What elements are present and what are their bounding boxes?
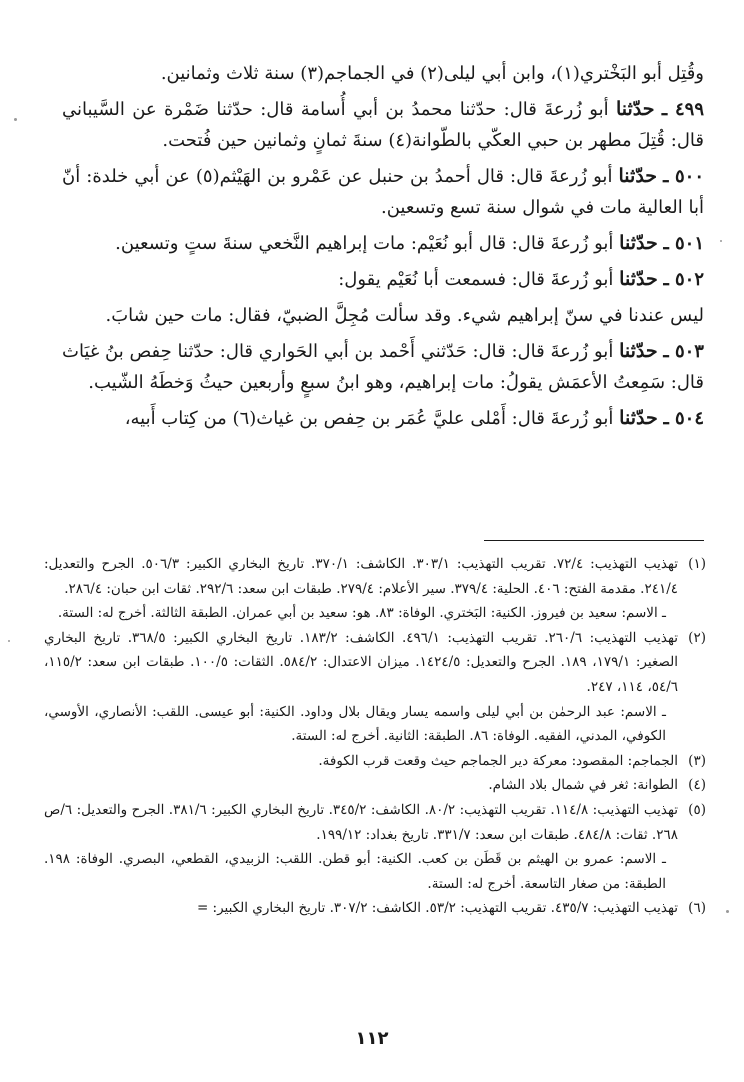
footnote-biography: ـ الاسم: عمرو بن الهيثم بن قَطَن بن كعب. الكنية: أبو قطن. اللقب: الزبيدي، القطعي، البصري. الوفاة: ١٩٨. الطبقة: من صغار التاسعة. أخرج له: الستة.	[44, 851, 666, 892]
footnote	[44, 773, 706, 798]
footnote-biography: ـ الاسم: سعيد بن فيروز. الكنية: البَختري. الوفاة: ٨٣. هو: سعيد بن أبي عمران. الطبقة الثالثة. أخرج له: الستة.	[57, 605, 666, 622]
hadith-lead-word: حدّثنا	[619, 232, 658, 254]
footnote-line: تهذيب التهذيب: ٧٢/٤. تقريب التهذيب: ٣٠٣/١. الكاشف: ٣٧٠/١. تاريخ البخاري الكبير: ٥٠٦/٣. الجرح والتعديل: ٢٤١/٤. مقدمة الفتح: ٤٠٦. الحلية: ٣٧٩/٤. سير الأعلام: ٢٧٩/٤. طبقات ابن سعد: ٢٩٢/٦. ثقات ابن حبان: ٢٨٦/٤.	[44, 556, 678, 597]
hadith-lead-word: حدّثنا	[615, 98, 655, 120]
scan-speck	[8, 640, 10, 642]
body-paragraph	[62, 264, 704, 295]
hadith-number: ٤٩٩ ـ	[661, 99, 704, 120]
footnote-number: (٣)	[688, 752, 706, 769]
hadith-lead-word: حدّثنا	[619, 407, 658, 429]
paragraph-text: أبو زُرعةَ قال: قال أبو نُعَيْم: مات إبراهيم النَّخعي سنةَ ستٍ وتسعين.	[115, 233, 614, 254]
footnote-line: الجماجم: المقصود: معركة دير الجماجم حيث وقعت قرب الكوفة.	[318, 752, 678, 769]
hadith-number: ٥٠٤ ـ	[663, 408, 704, 429]
footnote	[44, 552, 706, 601]
body-paragraph	[62, 94, 704, 156]
hadith-number: ٥٠٢ ـ	[663, 269, 704, 290]
footnote-text	[44, 798, 678, 847]
paragraph-text: أبو زُرعةَ قال: فسمعت أبا نُعَيْم يقول:	[338, 269, 614, 290]
footnote-line: الطوانة: ثغر في شمال بلاد الشام.	[488, 777, 678, 794]
main-text	[62, 58, 704, 439]
footnote-number: (١)	[688, 556, 706, 572]
hadith-number: ٥٠٣ ـ	[663, 341, 704, 362]
body-paragraph	[62, 403, 704, 434]
footnote	[44, 626, 706, 700]
footnote-number: (٢)	[688, 629, 706, 646]
footnote-text	[44, 749, 678, 774]
hadith-lead-word: حدّثنا	[619, 268, 658, 290]
footnote	[44, 896, 706, 921]
paragraph-text: أبو زُرعةَ قال: قال أحمدُ بن حنبل عن عَمْرو بن الهَيْثم(٥) عن أبي خلدة: أنّ أبا العالية مات في شوال سنة تسع وتسعين.	[62, 166, 704, 218]
scan-speck	[726, 910, 729, 913]
paragraph-text: وقُتِل أبو البَخْتري(١)، وابن أبي ليلى(٢) في الجماجم(٣) سنة ثلاث وثمانين.	[160, 63, 704, 84]
scan-speck	[14, 118, 17, 121]
paragraph-text: أبو زُرعةَ قال: حدّثنا محمدُ بن أبي أُسامة قال: حدّثنا ضَمْرة عن السَّيباني قال: قُتِلَ مطهر بن حبي العكّي بالطّوانة(٤) سنةَ ثمانٍ وثمانين حين فُتحت.	[62, 99, 704, 151]
scan-speck	[720, 240, 722, 242]
footnote-text	[44, 773, 678, 798]
body-paragraph	[62, 228, 704, 259]
footnote-text	[44, 552, 678, 601]
paragraph-text: ليس عندنا في سنّ إبراهيم شيء. وقد سألت مُجِلَّ الضبيّ، فقال: مات حين شابَ.	[105, 305, 704, 326]
footnote-text	[44, 896, 678, 921]
body-paragraph	[62, 58, 704, 89]
footnote-number: (٦)	[688, 900, 706, 917]
footnotes	[44, 552, 706, 921]
body-paragraph	[62, 336, 704, 398]
footnote-separator	[484, 540, 704, 541]
footnote-line: تهذيب التهذيب: ٢٦٠/٦. تقريب التهذيب: ٤٩٦/١. الكاشف: ١٨٣/٢. تاريخ البخاري الكبير: ٣٦٨/٥. تاريخ البخاري الصغير: ١٧٩/١، ١٨٩. الجرح والتعديل: ١٤٢٤/٥. ميزان الاعتدال: ٥٨٤/٢. الثقات: ١٠٠/٥. طبقات ابن سعد: ١١٥/٢، ٥٤/٦، ١١٤، ٢٤٧.	[44, 629, 678, 695]
paragraph-text: أبو زُرعةَ قال: قال: حَدّثني أَحْمد بن أبي الحَواري قال: حدّثنا حِفص بنُ غيَاث قال: سَمِعتُ الأعمَش يقولُ: مات إبراهيم، وهو ابنُ سبعٍ وأربعين حيثُ وَخطَهُ الشّيب.	[62, 341, 704, 393]
footnote	[44, 798, 706, 847]
hadith-number: ٥٠٠ ـ	[663, 166, 704, 187]
body-paragraph	[62, 300, 704, 331]
hadith-lead-word: حدّثنا	[619, 340, 658, 362]
footnote	[44, 749, 706, 774]
footnote-text	[44, 626, 678, 700]
paragraph-text: أبو زُرعةَ قال: أَمْلى عليَّ عُمَر بن حِفص بن غياث(٦) من كِتاب أَبيه،	[124, 408, 614, 429]
page-number: ١١٢	[355, 1028, 389, 1049]
footnote-number: (٤)	[688, 777, 706, 794]
hadith-lead-word: حدّثنا	[618, 165, 658, 187]
footnote-line: تهذيب التهذيب: ٤٣٥/٧. تقريب التهذيب: ٥٣/٢. الكاشف: ٣٠٧/٢. تاريخ البخاري الكبير: =	[196, 900, 678, 917]
hadith-number: ٥٠١ ـ	[663, 233, 704, 254]
footnote-line: تهذيب التهذيب: ١١٤/٨. تقريب التهذيب: ٨٠/٢. الكاشف: ٣٤٥/٢. تاريخ البخاري الكبير: ٣٨١/٦. الجرح والتعديل: ٦/ص ٢٦٨. ثقات: ٤٨٤/٨. طبقات ابن سعد: ٣٣١/٧. تاريخ بغداد: ١٩٩/١٢.	[44, 801, 678, 843]
body-paragraph	[62, 161, 704, 223]
footnote-number: (٥)	[688, 801, 706, 818]
footnote-biography: ـ الاسم: عبد الرحمٰن بن أبي ليلى واسمه يسار ويقال بلال وداود. الكنية: أبو عيسى. اللقب: الأنصاري، الأوسي، الكوفي، المدني، الفقيه. الوفاة: ٨٦. الطبقة: الثانية. أخرج له: الستة.	[44, 703, 666, 745]
